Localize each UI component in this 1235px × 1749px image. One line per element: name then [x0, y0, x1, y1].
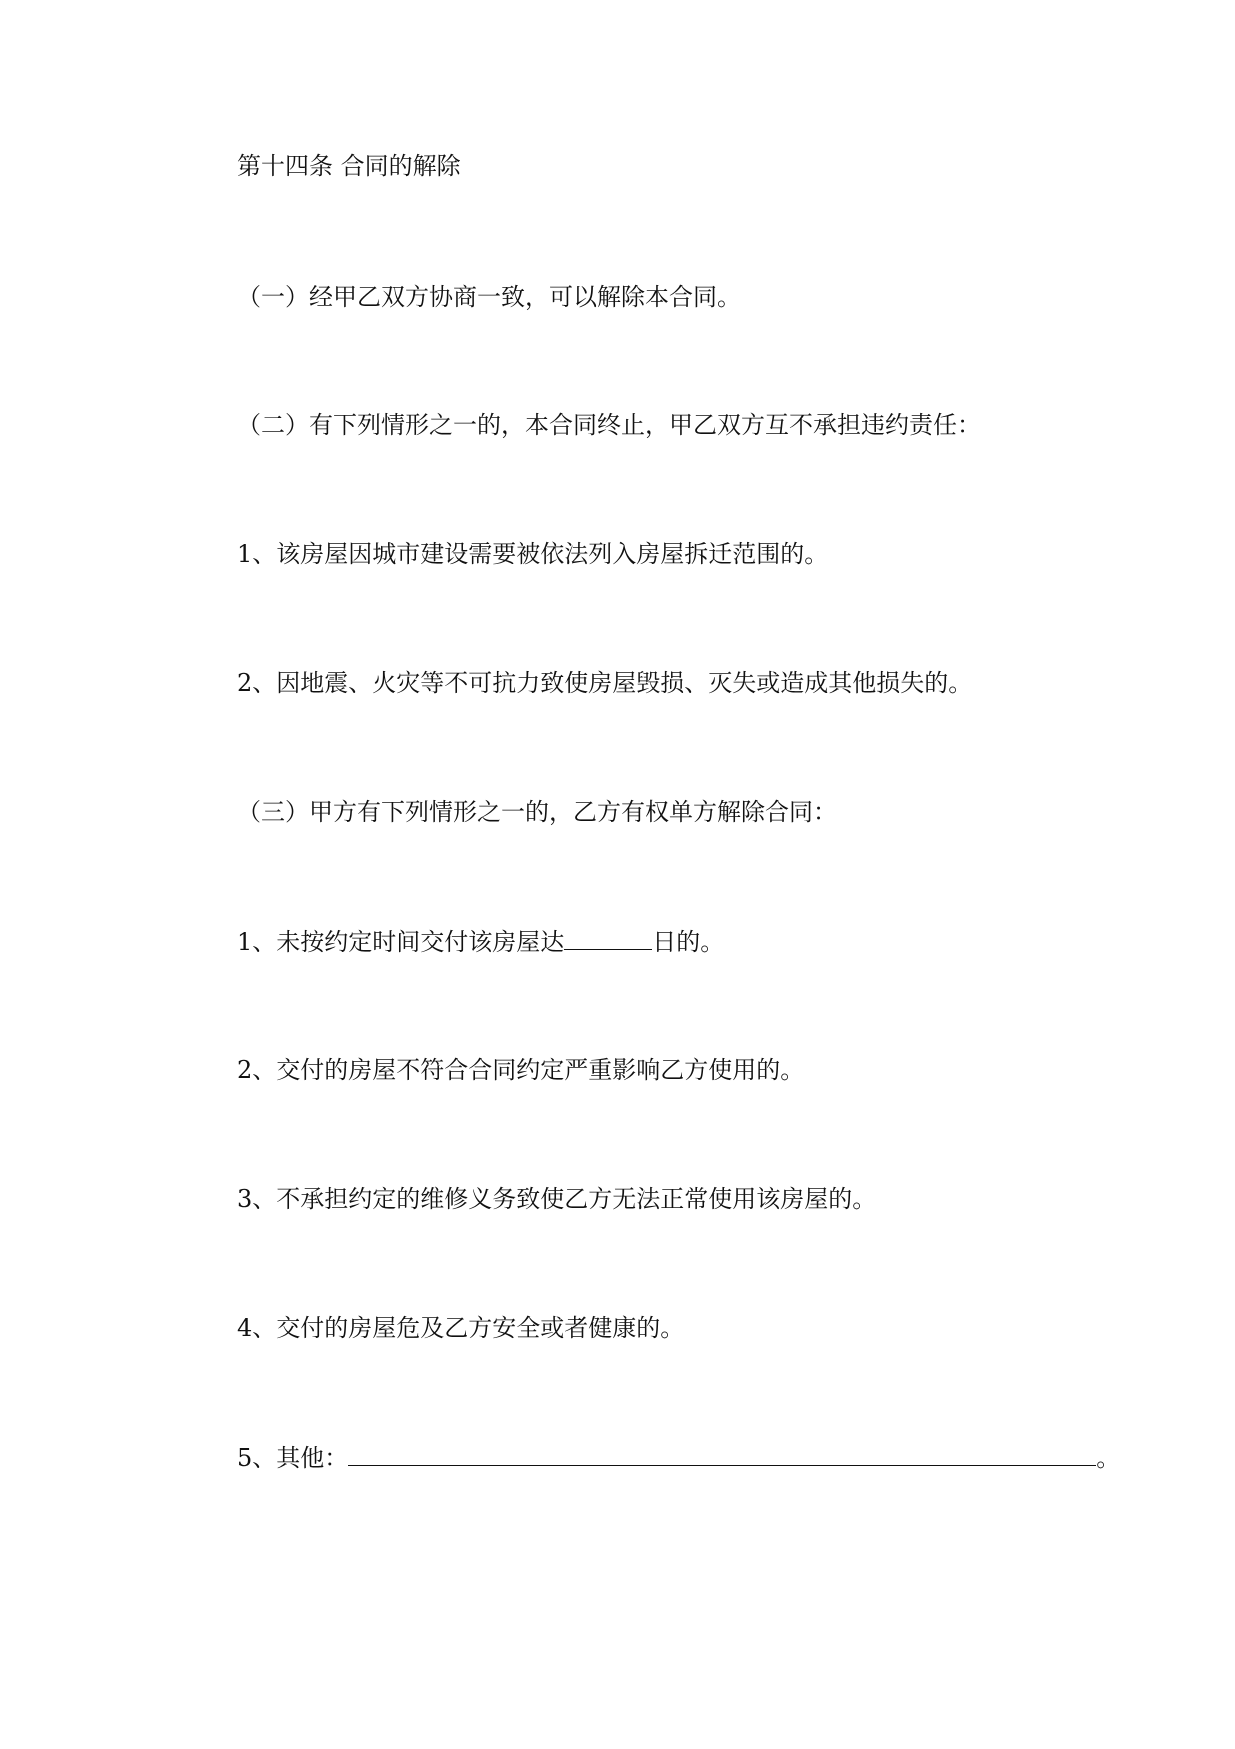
clause-3-item-5-text: 5、其他：: [237, 1444, 349, 1472]
clause-3-item-1-text: 1、未按约定时间交付该房屋达: [237, 928, 565, 956]
clause-3-item-2: 2、交付的房屋不符合合同约定严重影响乙方使用的。: [237, 1056, 805, 1084]
clause-3-item-4: 4、交付的房屋危及乙方安全或者健康的。: [237, 1314, 685, 1342]
clause-2-item-2: 2、因地震、火灾等不可抗力致使房屋毁损、灭失或造成其他损失的。: [237, 669, 973, 697]
days-blank-field[interactable]: [564, 925, 652, 950]
clause-3-item-5: [237, 1441, 1120, 1474]
clause-3: （三）甲方有下列情形之一的，乙方有权单方解除合同：: [237, 798, 837, 826]
clause-3-item-3: 3、不承担约定的维修义务致使乙方无法正常使用该房屋的。: [237, 1185, 877, 1213]
clause-3-item-1: [237, 925, 724, 958]
clause-2-item-1: 1、该房屋因城市建设需要被依法列入房屋拆迁范围的。: [237, 540, 829, 568]
section-heading: 第十四条 合同的解除: [237, 152, 461, 180]
clause-3-item-1-suffix: 日的。: [652, 928, 725, 956]
clause-2: （二）有下列情形之一的，本合同终止，甲乙双方互不承担违约责任：: [237, 411, 981, 439]
clause-1: （一）经甲乙双方协商一致，可以解除本合同。: [237, 283, 741, 311]
other-blank-field[interactable]: [348, 1441, 1096, 1466]
clause-3-item-5-suffix: 。: [1096, 1444, 1121, 1472]
